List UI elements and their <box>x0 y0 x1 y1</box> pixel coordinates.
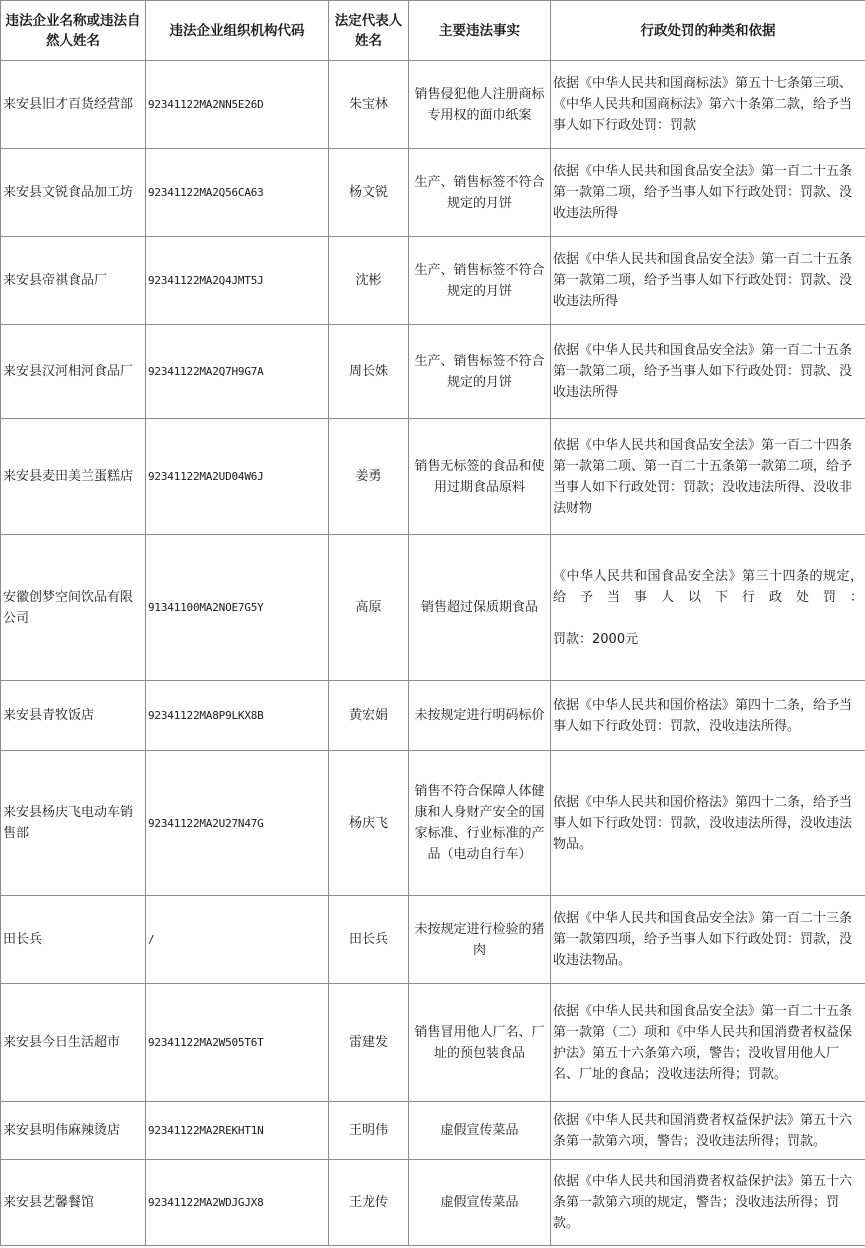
org-code: 92341122MA2Q7H9G7A <box>146 325 329 419</box>
penalty-basis: 依据《中华人民共和国食品安全法》第一百二十五条第一款第二项，给予当事人如下行政处罚：罚款、没收违法所得 <box>551 325 865 419</box>
company-name: 来安县艺馨餐馆 <box>1 1160 146 1246</box>
table-row <box>1 419 865 535</box>
violation-fact: 销售冒用他人厂名、厂址的预包装食品 <box>409 984 551 1102</box>
violation-fact: 生产、销售标签不符合规定的月饼 <box>409 325 551 419</box>
company-name: 来安县文锐食品加工坊 <box>1 149 146 237</box>
table-row <box>1 325 865 419</box>
table-row <box>1 61 865 149</box>
table-row <box>1 1102 865 1160</box>
company-name: 来安县帝祺食品厂 <box>1 237 146 325</box>
company-name: 来安县杨庆飞电动车销售部 <box>1 751 146 896</box>
table-row <box>1 751 865 896</box>
company-name: 安徽创梦空间饮品有限公司 <box>1 535 146 681</box>
header-row <box>1 1 865 61</box>
org-code: 92341122MA2NN5E26D <box>146 61 329 149</box>
penalty-basis: 依据《中华人民共和国价格法》第四十二条，给予当事人如下行政处罚：罚款，没收违法所得，没收违法物品。 <box>551 751 865 896</box>
legal-rep: 周长姝 <box>329 325 409 419</box>
violation-fact: 销售侵犯他人注册商标专用权的面巾纸案 <box>409 61 551 149</box>
company-name: 来安县汉河相河食品厂 <box>1 325 146 419</box>
violation-fact: 虚假宣传菜品 <box>409 1102 551 1160</box>
legal-rep: 王明伟 <box>329 1102 409 1160</box>
org-code: 92341122MA2W505T6T <box>146 984 329 1102</box>
legal-rep: 雷建发 <box>329 984 409 1102</box>
legal-rep: 杨文锐 <box>329 149 409 237</box>
violation-fact: 生产、销售标签不符合规定的月饼 <box>409 149 551 237</box>
header-penalty: 行政处罚的种类和依据 <box>551 1 865 61</box>
violation-fact: 未按规定进行明码标价 <box>409 681 551 751</box>
header-rep: 法定代表人姓名 <box>329 1 409 61</box>
org-code: 92341122MA2WDJGJX8 <box>146 1160 329 1246</box>
violation-fact: 未按规定进行检验的猪肉 <box>409 896 551 984</box>
penalty-basis: 依据《中华人民共和国食品安全法》第一百二十五条第一款第二项，给予当事人如下行政处罚：罚款、没收违法所得 <box>551 149 865 237</box>
penalty-amount: 罚款：2000元 <box>553 631 639 647</box>
legal-rep: 沈彬 <box>329 237 409 325</box>
company-name: 来安县麦田美兰蛋糕店 <box>1 419 146 535</box>
company-name: 来安县青牧饭店 <box>1 681 146 751</box>
company-name: 田长兵 <box>1 896 146 984</box>
table-row <box>1 1160 865 1246</box>
legal-rep: 朱宝林 <box>329 61 409 149</box>
violation-fact: 销售超过保质期食品 <box>409 535 551 681</box>
penalty-basis: 依据《中华人民共和国食品安全法》第一百二十五条第一款第（二）项和《中华人民共和国消费者权益保护法》第五十六条第六项，警告；没收冒用他人厂名、厂址的食品；没收违法所得；罚款。 <box>551 984 865 1102</box>
penalty-basis: 依据《中华人民共和国消费者权益保护法》第五十六条第一款第六项的规定，警告；没收违法所得；罚款。 <box>551 1160 865 1246</box>
penalty-basis: 依据《中华人民共和国食品安全法》第一百二十三条第一款第四项，给予当事人如下行政处罚：罚款，没收违法物品。 <box>551 896 865 984</box>
table-row <box>1 149 865 237</box>
violation-fact: 生产、销售标签不符合规定的月饼 <box>409 237 551 325</box>
header-code: 违法企业组织机构代码 <box>146 1 329 61</box>
table-row <box>1 237 865 325</box>
table-row <box>1 535 865 681</box>
legal-rep: 王龙传 <box>329 1160 409 1246</box>
violation-fact: 销售不符合保障人体健康和人身财产安全的国家标准、行业标准的产品（电动自行车） <box>409 751 551 896</box>
org-code: 92341122MA2Q4JMT5J <box>146 237 329 325</box>
violation-fact: 虚假宣传菜品 <box>409 1160 551 1246</box>
legal-rep: 田长兵 <box>329 896 409 984</box>
org-code: 92341122MA2REKHT1N <box>146 1102 329 1160</box>
org-code: 91341100MA2NOE7G5Y <box>146 535 329 681</box>
org-code: 92341122MA2UD04W6J <box>146 419 329 535</box>
org-code: / <box>146 896 329 984</box>
legal-rep: 姜勇 <box>329 419 409 535</box>
company-name: 来安县明伟麻辣烫店 <box>1 1102 146 1160</box>
table-row <box>1 896 865 984</box>
penalty-basis: 依据《中华人民共和国价格法》第四十二条，给予当事人如下行政处罚：罚款，没收违法所得。 <box>551 681 865 751</box>
legal-rep: 黄宏娟 <box>329 681 409 751</box>
header-name: 违法企业名称或违法自然人姓名 <box>1 1 146 61</box>
penalty-basis: 依据《中华人民共和国食品安全法》第一百二十四条第一款第二项、第一百二十五条第一款第二项，给予当事人如下行政处罚：罚款；没收违法所得、没收非法财物 <box>551 419 865 535</box>
company-name: 来安县今日生活超市 <box>1 984 146 1102</box>
org-code: 92341122MA2U27N47G <box>146 751 329 896</box>
company-name: 来安县旧才百货经营部 <box>1 61 146 149</box>
penalty-basis-cell <box>551 535 865 681</box>
table-row <box>1 681 865 751</box>
penalty-basis: 依据《中华人民共和国消费者权益保护法》第五十六条第一款第六项，警告；没收违法所得；罚款。 <box>551 1102 865 1160</box>
penalty-basis: 依据《中华人民共和国商标法》第五十七条第三项、《中华人民共和国商标法》第六十条第二款，给予当事人如下行政处罚：罚款 <box>551 61 865 149</box>
org-code: 92341122MA8P9LKX8B <box>146 681 329 751</box>
violation-fact: 销售无标签的食品和使用过期食品原料 <box>409 419 551 535</box>
penalty-basis: 《中华人民共和国食品安全法》第三十四条的规定，给予当事人以下行政处罚： <box>553 568 863 605</box>
legal-rep: 杨庆飞 <box>329 751 409 896</box>
legal-rep: 高原 <box>329 535 409 681</box>
table-row <box>1 984 865 1102</box>
penalty-basis: 依据《中华人民共和国食品安全法》第一百二十五条第一款第二项，给予当事人如下行政处罚：罚款、没收违法所得 <box>551 237 865 325</box>
org-code: 92341122MA2Q56CA63 <box>146 149 329 237</box>
header-fact: 主要违法事实 <box>409 1 551 61</box>
